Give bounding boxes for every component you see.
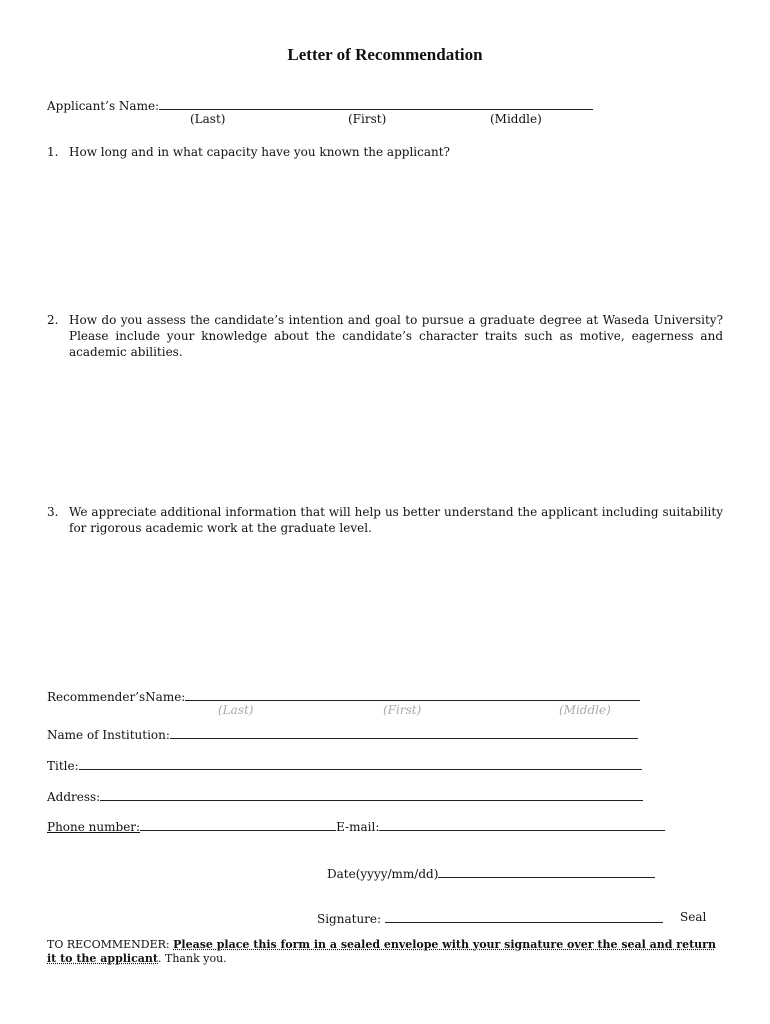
signature-label: Signature: xyxy=(317,912,382,926)
applicant-name-field[interactable] xyxy=(159,97,593,110)
date-field[interactable] xyxy=(438,865,655,878)
signature-field[interactable] xyxy=(385,910,663,923)
title-row xyxy=(47,757,642,773)
recommender-name-field[interactable] xyxy=(185,688,640,701)
applicant-first-label: (First) xyxy=(348,112,387,126)
note-instruction: Please place this form in a sealed envelope with your signature over the seal and return it to the applicant xyxy=(47,938,716,965)
address-row xyxy=(47,788,643,804)
applicant-name-label: Applicant’s Name: xyxy=(47,99,160,113)
question-number: 3. xyxy=(47,505,59,519)
phone-label: Phone number: xyxy=(47,820,141,834)
question-number: 2. xyxy=(47,313,59,327)
question-number: 1. xyxy=(47,145,59,159)
institution-field[interactable] xyxy=(170,726,638,739)
recommender-name-label: Recommender’sName: xyxy=(47,690,186,704)
email-field[interactable] xyxy=(379,818,665,831)
signature-row xyxy=(317,910,663,926)
phone-field[interactable] xyxy=(140,818,336,831)
address-label: Address: xyxy=(47,790,101,804)
applicant-last-label: (Last) xyxy=(190,112,226,126)
title-field[interactable] xyxy=(79,757,642,770)
recommender-last-label: (Last) xyxy=(218,703,254,717)
page-title: Letter of Recommendation xyxy=(287,45,483,64)
seal-label: Seal xyxy=(680,910,707,924)
title-label: Title: xyxy=(47,759,79,773)
date-label: Date(yyyy/mm/dd) xyxy=(327,867,439,881)
date-row xyxy=(327,865,655,881)
question-3 xyxy=(47,504,723,536)
recommender-middle-label: (Middle) xyxy=(559,703,611,717)
email-label: E-mail: xyxy=(336,820,380,834)
applicant-name-row xyxy=(47,97,593,113)
recommender-first-label: (First) xyxy=(383,703,422,717)
institution-row xyxy=(47,726,638,742)
institution-label: Name of Institution: xyxy=(47,728,170,742)
applicant-middle-label: (Middle) xyxy=(490,112,542,126)
phone-email-row xyxy=(47,818,665,834)
question-2 xyxy=(47,312,723,360)
question-1 xyxy=(47,144,723,160)
question-text: How long and in what capacity have you known the applicant? xyxy=(69,145,450,159)
question-text: We appreciate additional information that will help us better understand the applicant including suitability for rigorous academic work at the graduate level. xyxy=(69,505,723,535)
note-suffix: . Thank you. xyxy=(158,952,227,965)
note-prefix: TO RECOMMENDER: xyxy=(47,938,174,951)
address-field[interactable] xyxy=(100,788,643,801)
question-text: How do you assess the candidate’s intention and goal to pursue a graduate degree at Waseda University? Please include your knowledge about the candidate’s character traits such as motive, eagerness and academic abilities. xyxy=(69,313,723,359)
recommender-name-row xyxy=(47,688,640,704)
recommender-note xyxy=(47,938,723,966)
